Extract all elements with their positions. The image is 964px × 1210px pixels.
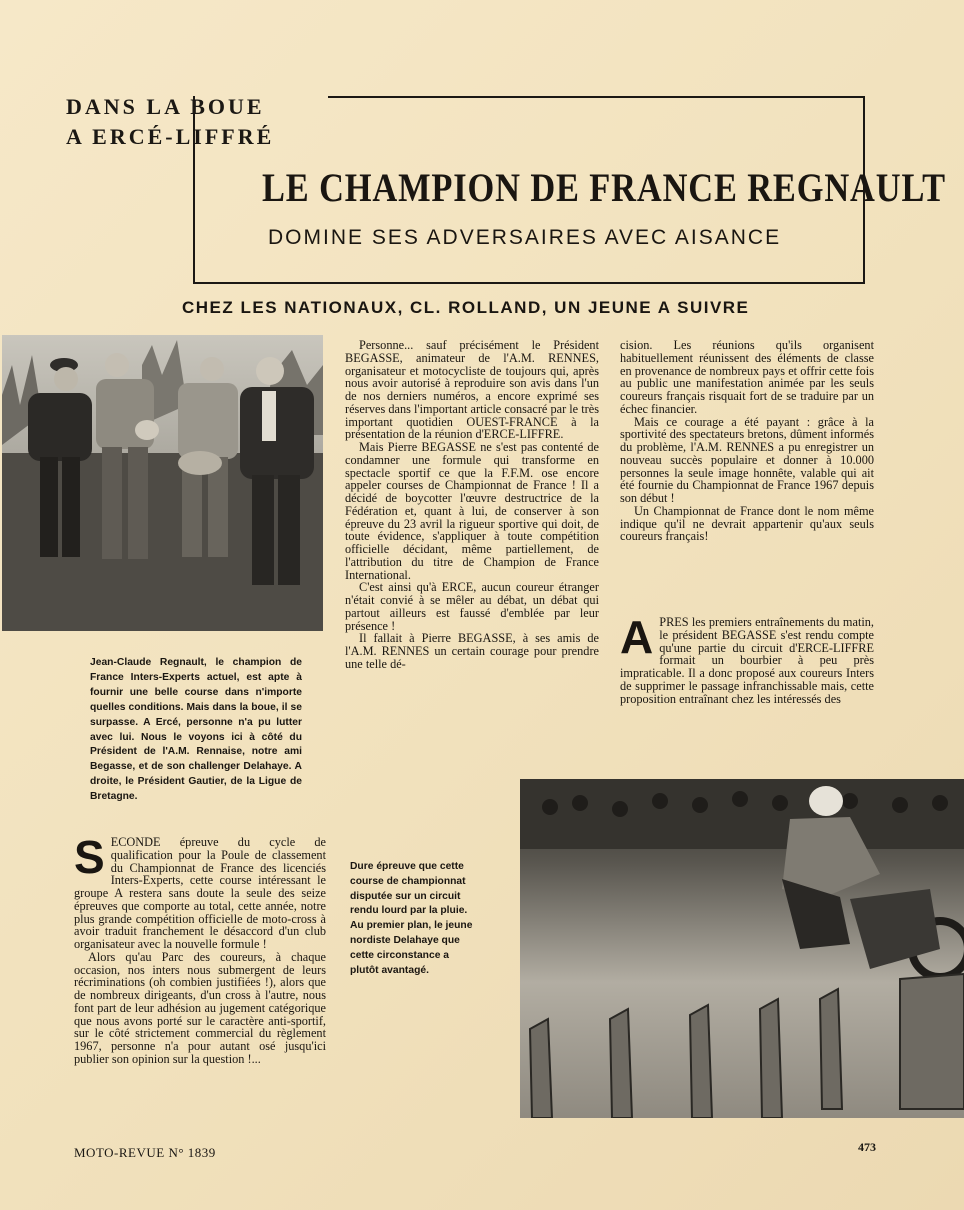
photo-riders-group xyxy=(2,335,323,631)
column-a-paragraph-1: ECONDE épreuve du cycle de qualification pour la Poule de classement du Championnat de France des licenciés Inters-Experts, cette course intéressant le groupe A restera sans doute la seule des seize épreuves que comporte au total, cette année, notre plus grande compétition officielle de moto-cross à avoir traduit franchement le désaccord d'un club organisateur avec la nouvelle formule ! xyxy=(74,835,326,951)
caption-photo-group: Jean-Claude Regnault, le champion de France Inters-Experts actuel, est apte à fournir une belle course dans n'importe quelles conditions. Mais dans la boue, il se surpasse. A Ercé, personne n'a pu lutter avec lui. Nous le voyons ici à côté du Président de l'A.M. Rennaise, notre ami Begasse, et de son challenger Delahaye. A droite, le Président Gautier, de la Ligue de Bretagne. xyxy=(90,657,302,803)
column-a-paragraph-2: Alors qu'au Parc des coureurs, à chaque occasion, nos inters nous submergent de leurs récriminations (oh combien justifiées !), alors que de nombreux dirigeants, d'un cross à l'autre, nous font part de leur adhésion au jugement catégorique que nous avons porté sur le caractère anti-sportif, sur le côté strictement commercial du règlement 1967, personne n'a pour autant osé jusqu'ici publier son opinion sur la question !... xyxy=(74,949,326,1066)
caption-photo-race: Dure épreuve que cette course de championnat disputée sur un circuit rendu lourd par la pluie. Au premier plan, le jeune nordiste Delahaye que cette circonstance a plutôt avantagé. xyxy=(350,861,473,976)
article-column-c xyxy=(620,339,874,543)
column-d-paragraph-1: PRES les premiers entraînements du matin, le président BEGASSE s'est rendu compte qu'une partie du circuit d'ERCE-LIFFRE formait un bourbier à peu près impraticable. Il a donc proposé aux coureurs Inters de supprimer le passage infranchissable mais, cette proposition entraînant chez les intéressés des xyxy=(620,615,874,706)
footer-page-number: 473 xyxy=(858,1140,876,1154)
column-b-paragraph-1: Personne... sauf précisément le Président BEGASSE, animateur de l'A.M. RENNES, organisateur et motocycliste de toujours qui, après nous avoir autorisé à reproduire son avis dans l'un de nos derniers numéros, a encore exprimé ses réserves dans l'important article consacré par le très important quotidien OUEST-FRANCE à la présentation de la réunion d'ERCE-LIFFRE. xyxy=(345,338,599,442)
kicker-line-1: DANS LA BOUE xyxy=(66,94,265,119)
footer-magazine-issue: MOTO-REVUE N° 1839 xyxy=(74,1145,216,1160)
photo-rider-mud xyxy=(520,779,964,1118)
column-b-paragraph-2: Mais Pierre BEGASSE ne s'est pas contenté de condamner une formule qui transforme en spectacle sportif ce que la F.F.M. ose encore appeler courses de Championnat de France ! Il a décidé de boycotter l'œuvre destructrice de la Fédération et, quant à lui, de conserver à son épreuve du 23 avril la rigueur sportive qui doit, de toute évidence, s'appliquer à toute compétition officielle décidant, même partiellement, de l'attribution du titre de Champion de France International. xyxy=(345,440,599,582)
article-column-b xyxy=(345,339,599,671)
photo-rider-mud-image xyxy=(520,779,964,1118)
dropcap-s: S xyxy=(74,831,105,883)
column-c-paragraph-3: Un Championnat de France dont le nom même indique qu'il ne devrait appartenir qu'aux seuls coureurs français! xyxy=(620,503,874,544)
article-column-d xyxy=(620,611,874,706)
column-b-paragraph-4: Il fallait à Pierre BEGASSE, à ses amis de l'A.M. RENNES un certain courage pour prendre une telle dé- xyxy=(345,631,599,671)
headline-subtitle: DOMINE SES ADVERSAIRES AVEC AISANCE xyxy=(268,226,782,249)
headline-frame-top-rule xyxy=(328,96,863,98)
column-c-paragraph-2: Mais ce courage a été payant : grâce à la sportivité des spectateurs bretons, dûment informés du problème, l'A.M. RENNES a pu enregistrer un nouveau succès populaire et donner à 10.000 personnes la seule image honnête, valable qui ait été fournie du Championnat de France 1967 depuis son début ! xyxy=(620,414,874,505)
deck-line: CHEZ LES NATIONAUX, CL. ROLLAND, UN JEUNE A SUIVRE xyxy=(182,298,750,317)
column-c-paragraph-1: cision. Les réunions qu'ils organisent habituellement réunissent des éléments de classe en provenance de nombreux pays et offrir cette fois au public une manifestation animée par les seuls coureurs français risquait fort de se traduire par un échec financier. xyxy=(620,338,874,416)
kicker-line-2: A ERCÉ-LIFFRÉ xyxy=(66,124,275,149)
article-column-a xyxy=(74,831,326,1066)
photo-riders-group-image xyxy=(2,335,323,631)
headline-title: LE CHAMPION DE FRANCE REGNAULT xyxy=(262,165,946,210)
dropcap-a: A xyxy=(620,611,654,663)
column-b-paragraph-3: C'est ainsi qu'à ERCE, aucun coureur étranger n'était convié à se mêler au débat, un débat qui partout ailleurs est faussé d'emblée par leur présence ! xyxy=(345,580,599,633)
